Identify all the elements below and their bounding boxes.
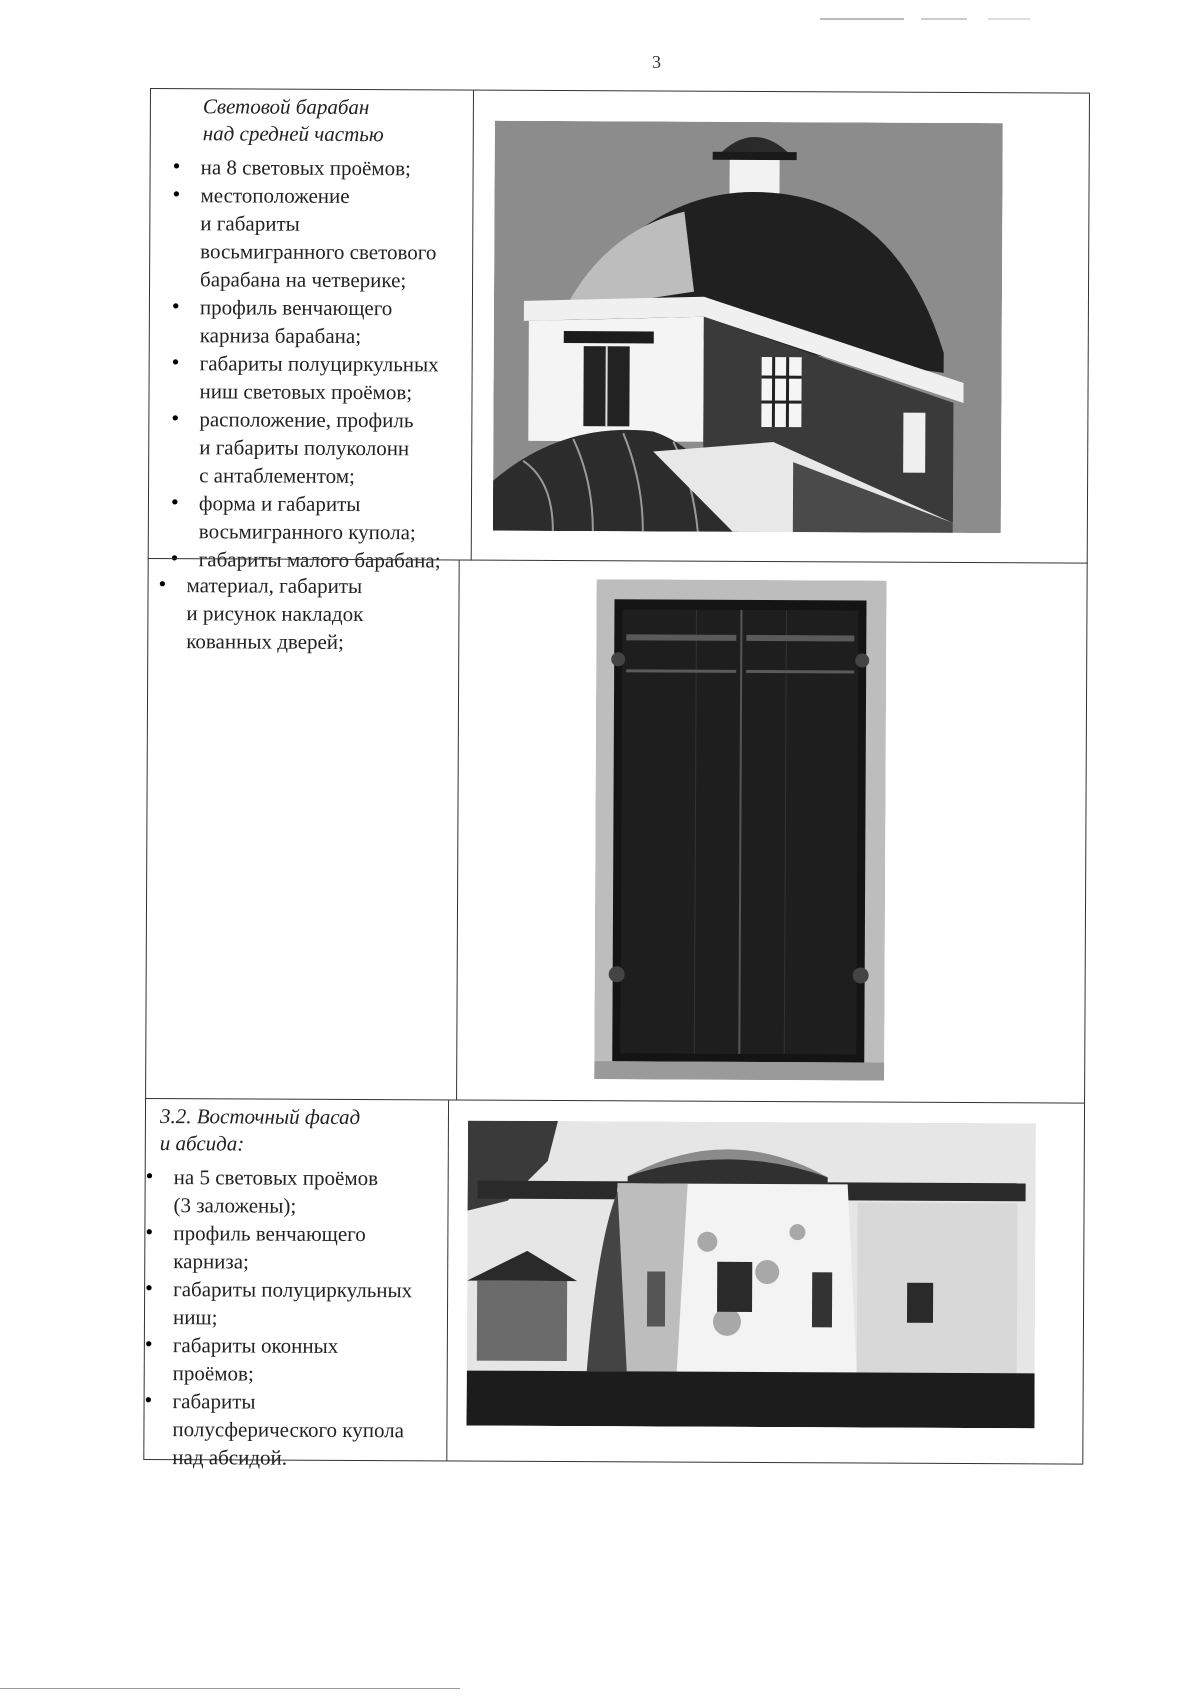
list-item: • профиль венчающего карниза; <box>145 1219 445 1276</box>
list-item: • на 8 световых проёмов; <box>173 153 473 182</box>
church-drum-photo <box>493 121 1003 533</box>
forged-door-photo <box>594 579 886 1080</box>
cell-title: 3.2. Восточный фасад <box>159 1104 361 1130</box>
scan-artifact <box>820 18 1030 20</box>
table-row <box>148 88 1090 573</box>
cell-title: над средней частью <box>202 121 384 147</box>
list-item: • местоположение и габариты восьмигранного светового барабана на четверике; <box>172 181 473 294</box>
scan-artifact <box>0 1688 460 1689</box>
list-item: • габариты полуциркульных ниш световых проёмов; <box>171 349 471 406</box>
specification-table <box>143 88 1090 1567</box>
list-item: • форма и габариты восьмигранного купола; <box>171 489 471 546</box>
description-cell <box>148 89 474 573</box>
list-item: • габариты полуциркульных ниш; <box>145 1275 445 1332</box>
cell-title: Световой барабан <box>202 94 370 120</box>
list-item: • расположение, профиль и габариты полуколонн с антаблементом; <box>171 405 471 490</box>
description-cell <box>143 1099 449 1470</box>
list-item: • профиль венчающего карниза барабана; <box>172 293 472 350</box>
apse-facade-photo <box>466 1121 1035 1429</box>
photo-cell <box>444 1100 1085 1463</box>
list-item: • на 5 световых проёмов (3 заложены); <box>145 1163 445 1220</box>
bullet-list <box>171 153 473 574</box>
description-cell <box>145 559 460 1101</box>
cell-title: и абсида: <box>159 1131 245 1156</box>
bullet-list <box>158 571 458 656</box>
page-number: 3 <box>652 52 661 72</box>
bullet-list <box>144 1163 446 1472</box>
photo-cell <box>469 91 1090 564</box>
list-item: • габариты оконных проёмов; <box>145 1331 445 1388</box>
list-item: • материал, габариты и рисунок накладок кованных дверей; <box>158 571 458 656</box>
table-row <box>143 1098 1085 1470</box>
list-item: • габариты полусферического купола над абсидой. <box>144 1387 444 1472</box>
list-item: • габариты малого барабана; <box>171 545 471 574</box>
table-row <box>145 558 1088 1104</box>
photo-cell <box>454 561 1088 1104</box>
